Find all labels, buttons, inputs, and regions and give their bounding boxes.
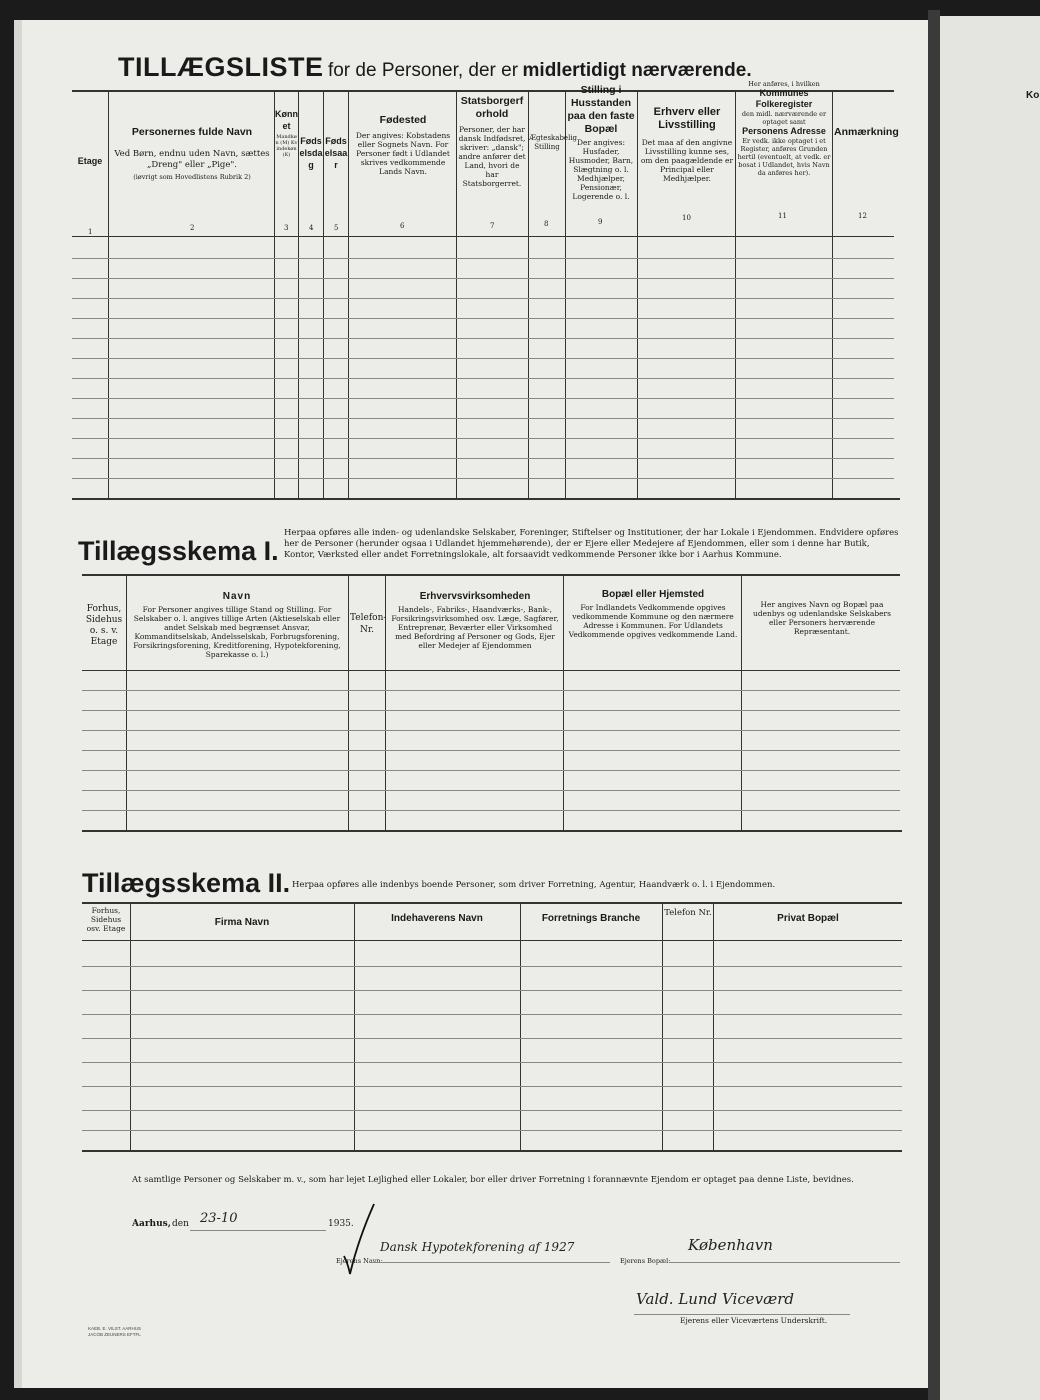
- t1-name-note2: (iøvrigt som Hovedlistens Rubrik 2): [133, 173, 251, 181]
- skema1-title: Tillægsskema I.: [78, 536, 279, 566]
- t1-colnum: 3: [284, 224, 289, 232]
- s2-vline: [130, 904, 131, 1150]
- t1-stilling-label: Stilling i Husstanden paa den faste Bopæl: [567, 84, 635, 135]
- s2-row-rule: [82, 990, 902, 991]
- t1-foedested-note: Der angives: Kobstadens eller Sognets Navn. For Personer født i Udlandet skrives vedkommende Lands Navn.: [355, 131, 451, 176]
- skema1-top-rule: [82, 574, 900, 576]
- page-edge: [14, 20, 22, 1388]
- owner-address-line: [670, 1262, 900, 1263]
- s1-row-rule: [82, 750, 900, 751]
- t1-row-rule: [72, 318, 894, 319]
- s2-row-rule: [82, 1130, 902, 1131]
- footer-year: 1935.: [328, 1219, 354, 1229]
- t1-name-note: Ved Børn, endnu uden Navn, sættes „Dreng" eller „Pige".: [114, 149, 270, 170]
- t1-colnum: 12: [858, 212, 867, 220]
- t1-folk-pre: Her anføres, i hvilken: [748, 80, 820, 88]
- title-rest: for de Personer, der er: [327, 60, 519, 81]
- s1-row-rule: [82, 790, 900, 791]
- table1-bottom-rule: [72, 498, 900, 500]
- t1-stilling-note: Der angives: Husfader, Husmoder, Barn, Slægtning o. l. Medhjælper, Pensionær, Logerende o. l.: [568, 138, 634, 201]
- t1-koennet-label: Kønnet: [275, 109, 298, 131]
- printer-imprint: KAEB. E. VILST. AARHUS JACOB ZEUNERS EFTFL: [88, 1326, 142, 1337]
- t1-row-rule: [72, 378, 894, 379]
- t1-colnum: 4: [309, 224, 314, 232]
- signature-label: Ejerens eller Viceværtens Underskrift.: [680, 1316, 828, 1325]
- t1-row-rule: [72, 358, 894, 359]
- s2-header-firma: Firma Navn: [214, 917, 270, 928]
- skema1-intro: Herpaa opføres alle inden- og udenlandske Selskaber, Foreninger, Stiftelser og Institutioner, der har Lokale i Ejendommen. Endvidere opføres her de Personer (herunder ogsaa i Udlandet hjemmehørende), der er Ejere eller Medejere af Ejendommen, eller som i denne har Butik, Kontor, Værksted eller andet Forretningslokale, alt forsaavidt vedkommende Personer ikke bor i Aarhus Kommune.: [284, 528, 899, 560]
- s2-row-rule: [82, 1062, 902, 1063]
- facing-page: [940, 16, 1040, 1400]
- s2-header-branche: Forretnings Branche: [541, 913, 641, 924]
- t1-row-rule: [72, 278, 894, 279]
- s2-row-rule: [82, 1110, 902, 1111]
- s2-header-telefon: Telefon Nr.: [664, 908, 712, 918]
- t1-header-erhverv: [640, 106, 734, 183]
- s1-bopael-label: Bopæl eller Hjemsted: [601, 589, 705, 600]
- checkmark-stroke: [338, 1200, 378, 1280]
- t1-row-rule: [72, 398, 894, 399]
- facing-page-fragment: Ko: [1026, 90, 1040, 101]
- s2-header-privat: Privat Bopæl: [777, 913, 839, 924]
- owner-address-label: Ejerens Bopæl:: [620, 1257, 671, 1265]
- table1-header-rule: [72, 236, 894, 237]
- t1-colnum: 11: [778, 212, 787, 220]
- s2-header-indehaver: Indehaverens Navn: [391, 913, 483, 924]
- t1-statsborger-label: Statsborgerforhold: [460, 95, 524, 120]
- t1-koennet-note: Mandkøn (M) Kvindekøn (K): [275, 134, 298, 158]
- skema1-bottom-rule: [82, 830, 902, 832]
- page-title: [118, 52, 752, 83]
- s1-row-rule: [82, 690, 900, 691]
- skema2-bottom-rule: [82, 1150, 902, 1152]
- title-main: TILLÆGSLISTE: [118, 52, 324, 82]
- t1-colnum: 7: [490, 222, 495, 230]
- s1-row-rule: [82, 730, 900, 731]
- s2-vline: [354, 904, 355, 1150]
- date-handwritten: 23-10: [200, 1211, 238, 1226]
- t1-header-foedested: [352, 114, 454, 176]
- t1-header-aegteskabelig: Ægteskabelig Stilling: [529, 134, 578, 151]
- t1-colnum: 6: [400, 222, 405, 230]
- t1-header-foedselsdag: Fødselsdag: [299, 136, 323, 170]
- t1-header-koennet: [275, 108, 298, 158]
- s2-row-rule: [82, 1014, 902, 1015]
- t1-folk-note: Er vedk. ikke optaget i et Register, anføres Grunden hertil (eventuelt, at vedk. er bosat i Udlandet, hvis Navn da anføres her).: [737, 137, 831, 177]
- t1-row-rule: [72, 298, 894, 299]
- signature-handwritten: Vald. Lund Viceværd: [636, 1290, 794, 1308]
- t1-colnum: 5: [334, 224, 339, 232]
- footer-place: Aarhus,: [132, 1219, 171, 1229]
- skema2-header-rule: [82, 940, 902, 941]
- s2-vline: [713, 904, 714, 1150]
- t1-name-label: Personernes fulde Navn: [131, 126, 253, 138]
- footer-den: den: [172, 1219, 189, 1229]
- s1-erhverv-label: Erhvervsvirksomheden: [419, 591, 531, 602]
- s1-header-telefon: Telefon-Nr.: [350, 613, 387, 635]
- s1-row-rule: [82, 810, 900, 811]
- t1-row-rule: [72, 478, 894, 479]
- skema2-title: Tillægsskema II.: [82, 868, 291, 898]
- s1-vline: [563, 576, 564, 830]
- s1-navn-label: Navn: [222, 591, 252, 602]
- t1-colnum: 8: [544, 220, 549, 228]
- t1-statsborger-note: Personer, der har dansk Indfødsret, skriver: „dansk"; andre anfører det Land, hvori de har Statsborgerret.: [458, 125, 526, 188]
- t1-row-rule: [72, 338, 894, 339]
- t1-header-foedselsaar: Fødselsaar: [324, 136, 348, 170]
- t1-colnum: 2: [190, 224, 195, 232]
- s1-vline: [126, 576, 127, 830]
- s2-row-rule: [82, 1086, 902, 1087]
- s1-header-erhverv: [390, 590, 560, 650]
- s2-row-rule: [82, 966, 902, 967]
- s1-navn-note: For Personer angives tillige Stand og Stilling. For Selskaber o. l. angives tillige Arten (Aktieselskab eller andet Selskab med begrænset Ansvar, Kommanditselskab, Andelsselskab, Forbrugsforening, Forsikringsforening, Kreditforening, Hypotekforening, Sparekasse o. l.): [133, 605, 341, 659]
- s1-erhverv-note: Handels-, Fabriks-, Haandværks-, Bank-, Forsikringsvirksomhed osv. Læge, Sagfører, Entreprenør, Beværter eller Virksomhed med Befordring af Personer og Gods, Ejer eller Medejer af Ejendommen: [391, 605, 559, 650]
- owner-name-line: [370, 1262, 610, 1263]
- skema2-intro: Herpaa opføres alle indenbys boende Personer, som driver Forretning, Agentur, Haandværk o. l. i Ejendommen.: [292, 880, 776, 890]
- signature-line: [634, 1314, 850, 1315]
- t1-header-folkeregister: [737, 80, 831, 177]
- t1-row-rule: [72, 438, 894, 439]
- footer-declaration: At samtlige Personer og Selskaber m. v., som har lejet Lejlighed eller Lokaler, bor eller driver Forretning i forannævnte Ejendom er optaget paa denne Liste, bevidnes.: [132, 1175, 854, 1185]
- s2-vline: [662, 904, 663, 1150]
- s1-row-rule: [82, 710, 900, 711]
- t1-colnum: 1: [88, 228, 93, 236]
- t1-header-stilling: [566, 84, 636, 201]
- owner-name-label: Ejerens Navn:: [336, 1257, 383, 1265]
- t1-folk-label2: Personens Adresse: [742, 126, 826, 136]
- t1-folk-mid: den midl. nærværende er optaget samt: [741, 110, 827, 126]
- skema2-top-rule: [82, 902, 902, 904]
- title-bold: midlertidigt nærværende.: [522, 60, 752, 81]
- t1-erhverv-label: Erhverv eller Livsstilling: [653, 106, 721, 131]
- s1-header-bopael: [568, 588, 738, 639]
- t1-header-anmaerkning: Anmærkning: [834, 126, 899, 138]
- t1-colnum: 10: [682, 214, 691, 222]
- t1-row-rule: [72, 458, 894, 459]
- t1-row-rule: [72, 418, 894, 419]
- s1-vline: [741, 576, 742, 830]
- t1-foedested-label: Fødested: [379, 114, 427, 126]
- s1-header-navn: [132, 590, 342, 659]
- skema1-header-rule: [82, 670, 900, 671]
- s1-row-rule: [82, 770, 900, 771]
- s2-row-rule: [82, 1038, 902, 1039]
- owner-address-handwritten: København: [688, 1236, 773, 1254]
- t1-header-etage: Etage: [77, 156, 103, 166]
- t1-row-rule: [72, 258, 894, 259]
- s1-header-repraesentant: Her angives Navn og Bopæl paa udenbys og udenlandske Selskabers eller Personers herværende Repræsentant.: [752, 600, 891, 636]
- t1-colnum: 9: [598, 218, 603, 226]
- t1-header-statsborger: [458, 95, 526, 188]
- s1-bopael-note: For Indlandets Vedkommende opgives vedkommende Kommune og den nærmere Adresse i Kommunen. For Udlandets Vedkommende opgives vedkommende Land.: [568, 603, 738, 639]
- t1-folk-label: Kommunes Folkeregister: [755, 88, 813, 109]
- date-line: [190, 1230, 326, 1231]
- s1-vline: [348, 576, 349, 830]
- s2-vline: [520, 904, 521, 1150]
- t1-erhverv-note: Det maa af den angivne Livsstilling kunne ses, om den paagældende er Principal eller Medhjælper.: [640, 138, 734, 183]
- s1-header-etage: Forhus, Sidehus o. s. v. Etage: [85, 604, 123, 647]
- s2-header-etage: Forhus, Sidehus osv. Etage: [86, 906, 126, 933]
- t1-header-name: [112, 126, 272, 181]
- book-gutter: [928, 10, 940, 1400]
- owner-name-handwritten: Dansk Hypotekforening af 1927: [380, 1240, 575, 1254]
